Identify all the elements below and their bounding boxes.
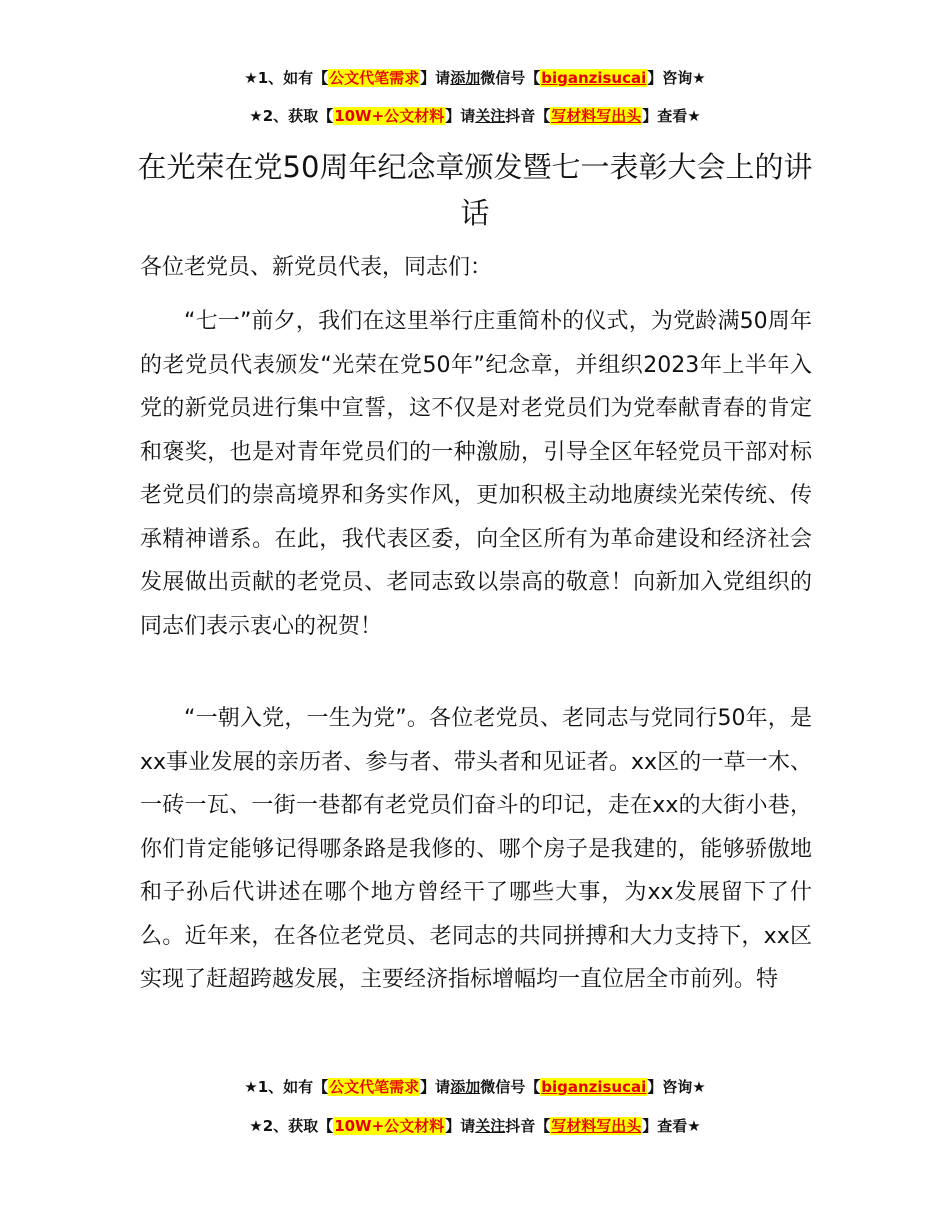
banner-douyin-id: 写材料写出头 xyxy=(551,1117,642,1135)
banner-text: ★1、如有【 xyxy=(244,69,329,87)
banner-text: 】请 xyxy=(445,1117,476,1135)
banner-text: 】请 xyxy=(420,1078,451,1096)
banner-text: 】咨询★ xyxy=(647,1078,706,1096)
banner-underline: 添加 xyxy=(450,69,481,87)
header-banner-line-2 xyxy=(0,106,950,126)
banner-text: 抖音【 xyxy=(505,1117,551,1135)
banner-text: ★1、如有【 xyxy=(244,1078,329,1096)
body-paragraph-1: “七一”前夕，我们在这里举行庄重简朴的仪式，为党龄满50周年的老党员代表颁发“光荣在党50年”纪念章，并组织2023年上半年入党的新党员进行集中宣誓，这不仅是对老党员们为党奉献青春的肯定和褒奖，也是对青年党员们的一种激励，引导全区年轻党员干部对标老党员们的崇高境界和务实作风，更加积极主动地赓续光荣传统、传承精神谱系。在此，我代表区委，向全区所有为革命建设和经济社会发展做出贡献的老党员、老同志致以崇高的敬意！向新加入党组织的同志们表示衷心的祝贺！ xyxy=(140,309,812,639)
footer-banner-line-1 xyxy=(0,1077,950,1097)
banner-wechat-id: biganzisucai xyxy=(541,69,647,87)
banner-text: 微信号【 xyxy=(480,1078,541,1096)
document-title: 在光荣在党50周年纪念章颁发暨七一表彰大会上的讲话 xyxy=(137,150,813,230)
banner-text: 】请 xyxy=(420,69,451,87)
banner-wechat-id: biganzisucai xyxy=(541,1078,647,1096)
footer-banner-line-2 xyxy=(0,1116,950,1136)
banner-text: ★2、获取【 xyxy=(249,107,334,125)
banner-text: 】查看★ xyxy=(642,107,701,125)
banner-text: 微信号【 xyxy=(480,69,541,87)
banner-text: 】咨询★ xyxy=(647,69,706,87)
banner-text: ★2、获取【 xyxy=(249,1117,334,1135)
banner-highlight: 10W+公文材料 xyxy=(334,107,445,125)
header-banner-line-1 xyxy=(0,68,950,88)
body-paragraph-2: “一朝入党，一生为党”。各位老党员、老同志与党同行50年，是xx事业发展的亲历者、参与者、带头者和见证者。xx区的一草一木、一砖一瓦、一街一巷都有老党员们奋斗的印记，走在xx的大街小巷，你们肯定能够记得哪条路是我修的、哪个房子是我建的，能够骄傲地和子孙后代讲述在哪个地方曾经干了哪些大事，为xx发展留下了什么。近年来，在各位老党员、老同志的共同拼搏和大力支持下，xx区实现了赶超跨越发展，主要经济指标增幅均一直位居全市前列。特 xyxy=(140,706,812,992)
banner-text: 抖音【 xyxy=(505,107,551,125)
banner-highlight: 公文代笔需求 xyxy=(329,1078,420,1096)
banner-text: 】请 xyxy=(445,107,476,125)
banner-douyin-id: 写材料写出头 xyxy=(551,107,642,125)
banner-highlight: 公文代笔需求 xyxy=(329,69,420,87)
greeting: 各位老党员、新党员代表，同志们： xyxy=(140,255,493,280)
banner-underline: 添加 xyxy=(450,1078,481,1096)
banner-text: 】查看★ xyxy=(642,1117,701,1135)
banner-highlight: 10W+公文材料 xyxy=(334,1117,445,1135)
banner-underline: 关注 xyxy=(475,107,506,125)
banner-underline: 关注 xyxy=(475,1117,506,1135)
